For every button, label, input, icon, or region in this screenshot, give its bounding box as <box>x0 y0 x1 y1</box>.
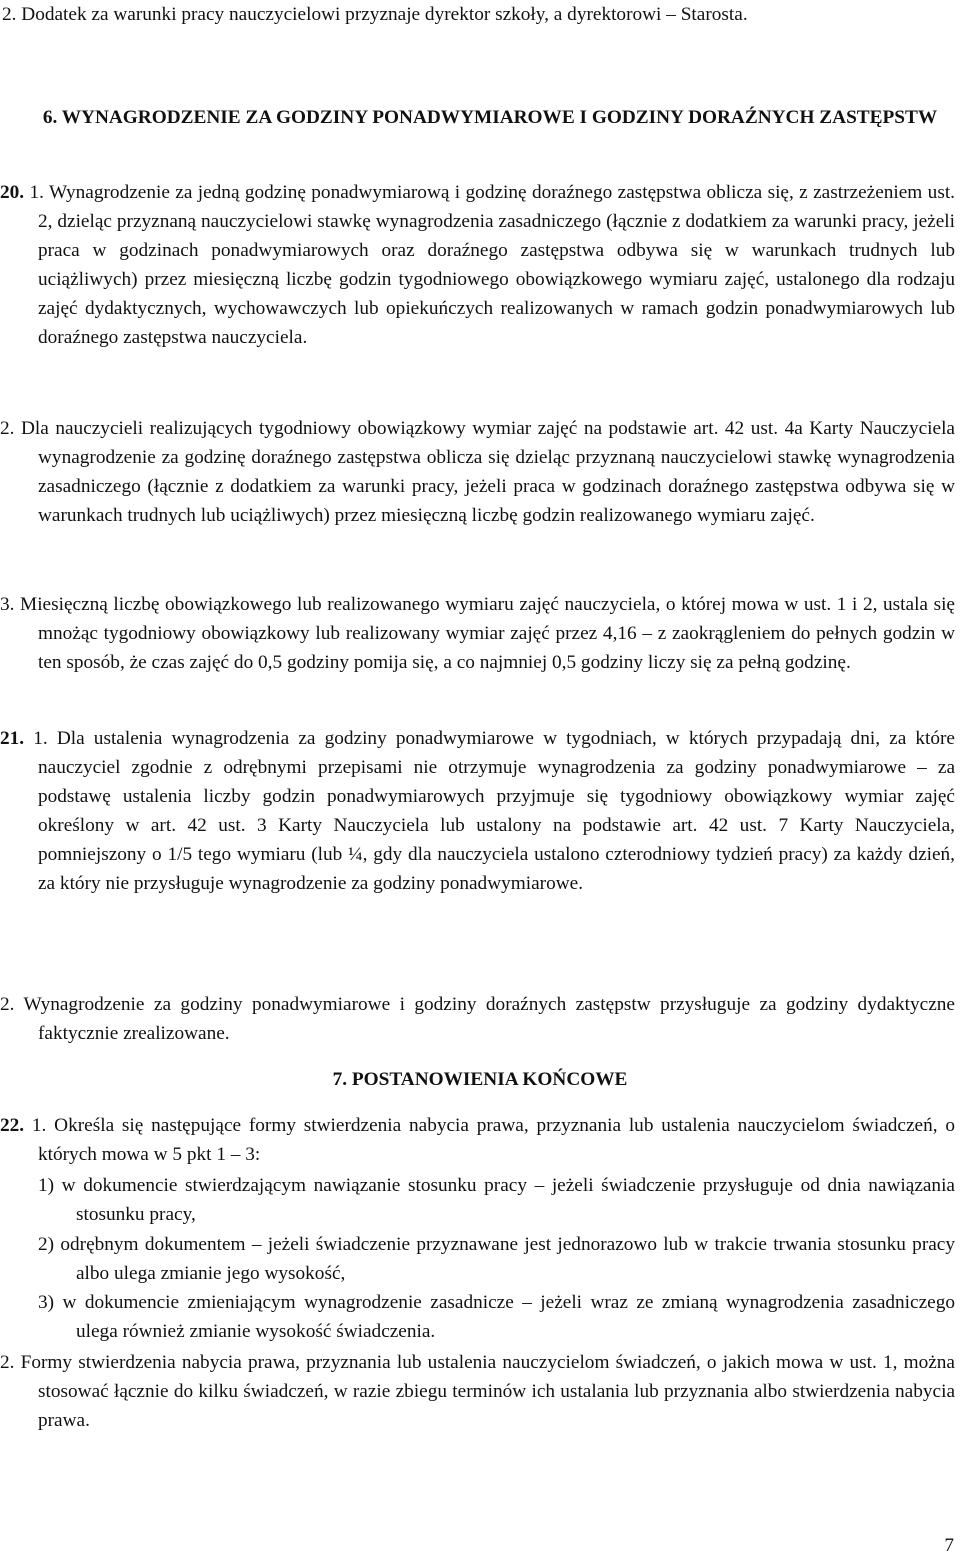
paragraph-text: Dodatek za warunki pracy nauczycielowi przyznaje dyrektor szkoły, a dyrektorowi – Starosta. <box>21 4 748 25</box>
section-6-heading: 6. WYNAGRODZENIE ZA GODZINY PONADWYMIAROWE I GODZINY DORAŹNYCH ZASTĘPSTW <box>42 107 938 128</box>
section-7-heading: 7. POSTANOWIENIA KOŃCOWE <box>332 1069 628 1090</box>
paragraph-number: 22. <box>0 1115 25 1136</box>
paragraph-number: 20. <box>0 182 25 203</box>
list-item: 2) odrębnym dokumentem – jeżeli świadczenie przyznawane jest jednorazowo lub w trakcie trwania stosunku pracy albo ulega zmianie jego wysokość, <box>38 1234 955 1284</box>
paragraph-text: 1. Określa się następujące formy stwierdzenia nabycia prawa, przyznania lub ustalenia nauczycielom świadczeń, o których mowa w 5 pkt 1 – 3: <box>31 1115 955 1165</box>
list-item: 1) w dokumencie stwierdzającym nawiązanie stosunku pracy – jeżeli świadczenie przysługuje od dnia nawiązania stosunku pracy, <box>38 1175 955 1225</box>
paragraph-20-1 <box>0 178 955 352</box>
paragraph-22-1 <box>0 1111 955 1169</box>
paragraph-dodatek <box>2 0 957 29</box>
paragraph-22-2: 2. Formy stwierdzenia nabycia prawa, przyznania lub ustalenia nauczycielom świadczeń, o jakich mowa w ust. 1, można stosować łącznie do kilku świadczeń, w razie zbiegu terminów ich ustalania lub przyznania albo stwierdzenia nabycia prawa. <box>0 1352 955 1431</box>
paragraph-number: 21. <box>0 728 25 749</box>
list-item: 3) w dokumencie zmieniającym wynagrodzenie zasadnicze – jeżeli wraz ze zmianą wynagrodzenia zasadniczego ulega również zmianie wysokość świadczenia. <box>38 1292 955 1342</box>
paragraph-text: 1. Dla ustalenia wynagrodzenia za godziny ponadwymiarowe w tygodniach, w których przypadają dni, za które nauczyciel zgodnie z odrębnymi przepisami nie otrzymuje wynagrodzenia za godziny ponadwymiarowe – za podstawę ustalenia liczby godzin ponadwymiarowych przyjmuje się tygodniowy obowiązkowy wymiar zajęć określony w art. 42 ust. 3 Karty Nauczyciela lub ustalony na podstawie art. 42 ust. 7 Karty Nauczyciela, pomniejszony o 1/5 tego wymiaru (lub ¼, gdy dla nauczyciela ustalono czterodniowy tydzień pracy) za każdy dzień, za który nie przysługuje wynagrodzenie za godziny ponadwymiarowe. <box>33 728 955 894</box>
page-number: 7 <box>944 1535 954 1556</box>
paragraph-text: 1. Wynagrodzenie za jedną godzinę ponadwymiarową i godzinę doraźnego zastępstwa oblicza się, z zastrzeżeniem ust. 2, dzieląc przyznaną nauczycielowi stawkę wynagrodzenia zasadniczego (łącznie z dodatkiem za warunki pracy, jeżeli praca w godzinach ponadwymiarowych oraz doraźnego zastępstwa odbywa się w warunkach trudnych lub uciążliwych) przez miesięczną liczbę godzin tygodniowego obowiązkowego wymiaru zajęć, ustalonego dla rodzaju zajęć dydaktycznych, wychowawczych lub opiekuńczych realizowanych w ramach godzin ponadwymiarowych lub doraźnego zastępstwa nauczyciela. <box>29 182 956 348</box>
paragraph-number: 2. <box>2 4 17 25</box>
paragraph-21-2: 2. Wynagrodzenie za godziny ponadwymiarowe i godziny doraźnych zastępstw przysługuje za godziny dydaktyczne faktycznie zrealizowane. <box>0 994 955 1044</box>
paragraph-21-1 <box>0 724 955 898</box>
paragraph-20-3: 3. Miesięczną liczbę obowiązkowego lub realizowanego wymiaru zajęć nauczyciela, o której mowa w ust. 1 i 2, ustala się mnożąc tygodniowy obowiązkowy lub realizowany wymiar zajęć przez 4,16 – z zaokrągleniem do pełnych godzin w ten sposób, że czas zajęć do 0,5 godziny pomija się, a co najmniej 0,5 godziny liczy się za pełną godzinę. <box>0 594 955 673</box>
paragraph-20-2: 2. Dla nauczycieli realizujących tygodniowy obowiązkowy wymiar zajęć na podstawie art. 42 ust. 4a Karty Nauczyciela wynagrodzenie za godzinę doraźnego zastępstwa oblicza się dzieląc przyznaną nauczycielowi stawkę wynagrodzenia zasadniczego (łącznie z dodatkiem za warunki pracy, jeżeli praca w godzinach doraźnego zastępstwa odbywa się w warunkach trudnych lub uciążliwych) przez miesięczną liczbę godzin realizowanego wymiaru zajęć. <box>0 418 955 526</box>
